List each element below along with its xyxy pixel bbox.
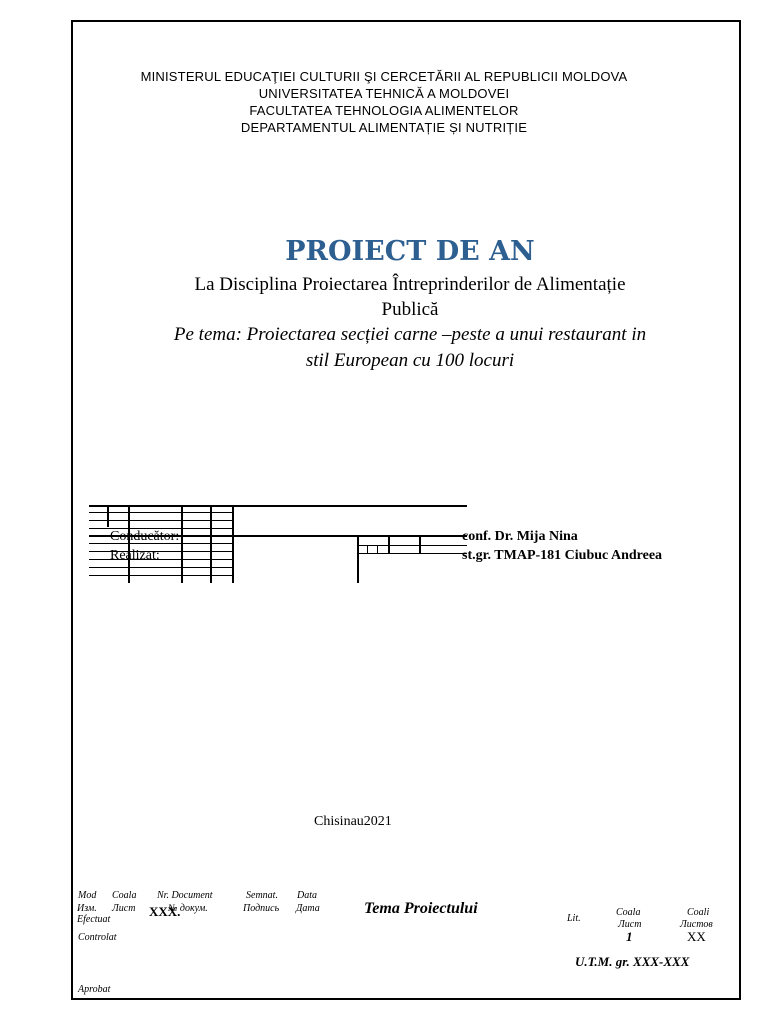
project-title: Tema Proiectului (364, 900, 478, 917)
col-list: Лист (112, 903, 136, 914)
col-data-ru: Дата (296, 903, 320, 914)
row-efectuat: Efectuat (77, 914, 111, 925)
coali-label: Coali (687, 907, 710, 918)
theme-line-2: stil European cu 100 locuri (305, 350, 515, 371)
coali-value: XX (687, 929, 706, 944)
document-title: PROIECT DE AN (285, 236, 535, 267)
col-nr-dokum: № докум. (168, 903, 208, 914)
author-label: Realizat: (110, 548, 160, 563)
col-izm: Изм. (77, 903, 97, 914)
col-semnat: Semnat. (246, 890, 278, 901)
supervisor-name: conf. Dr. Mija Nina (462, 529, 578, 544)
faculty-line: FACULTATEA TEHNOLOGIA ALIMENTELOR (249, 103, 519, 118)
supervisor-label: Conducător: (110, 529, 180, 544)
university-line: UNIVERSITATEA TEHNICĂ A MOLDOVEI (258, 86, 510, 101)
institution-group: U.T.M. gr. XXX-XXX (575, 954, 690, 969)
page-frame (71, 20, 741, 1000)
col-mod: Mod (78, 890, 97, 901)
row-controlat: Controlat (78, 932, 117, 943)
theme-line-1: Pe tema: Proiectarea secției carne –peste a unui restaurant in (173, 324, 647, 345)
col-data: Data (297, 890, 317, 901)
department-line: DEPARTAMENTUL ALIMENTAȚIE ȘI NUTRIȚIE (240, 120, 528, 135)
coala-label: Coala (616, 907, 641, 918)
col-nr-document: Nr. Document (157, 890, 213, 901)
author-name: st.gr. TMAP-181 Ciubuc Andreea (462, 548, 663, 563)
coali-ru-label: Листов (680, 919, 713, 930)
discipline-line-1: La Disciplina Proiectarea Întreprinderilor de Alimentație (194, 274, 626, 295)
city-year: Chisinau2021 (314, 814, 392, 829)
coala-value: 1 (626, 929, 633, 944)
row-aprobat: Aprobat (78, 984, 111, 995)
lit-label: Lit. (567, 913, 581, 924)
placeholder-xxx: XXX. (149, 904, 181, 919)
ministry-line: MINISTERUL EDUCAŢIEI CULTURII ŞI CERCETĂRII AL REPUBLICII MOLDOVA (140, 69, 628, 84)
col-coala: Coala (112, 890, 137, 901)
coala-ru-label: Лист (618, 919, 642, 930)
col-podpis: Подпись (243, 903, 280, 914)
discipline-line-2: Publică (381, 299, 439, 320)
